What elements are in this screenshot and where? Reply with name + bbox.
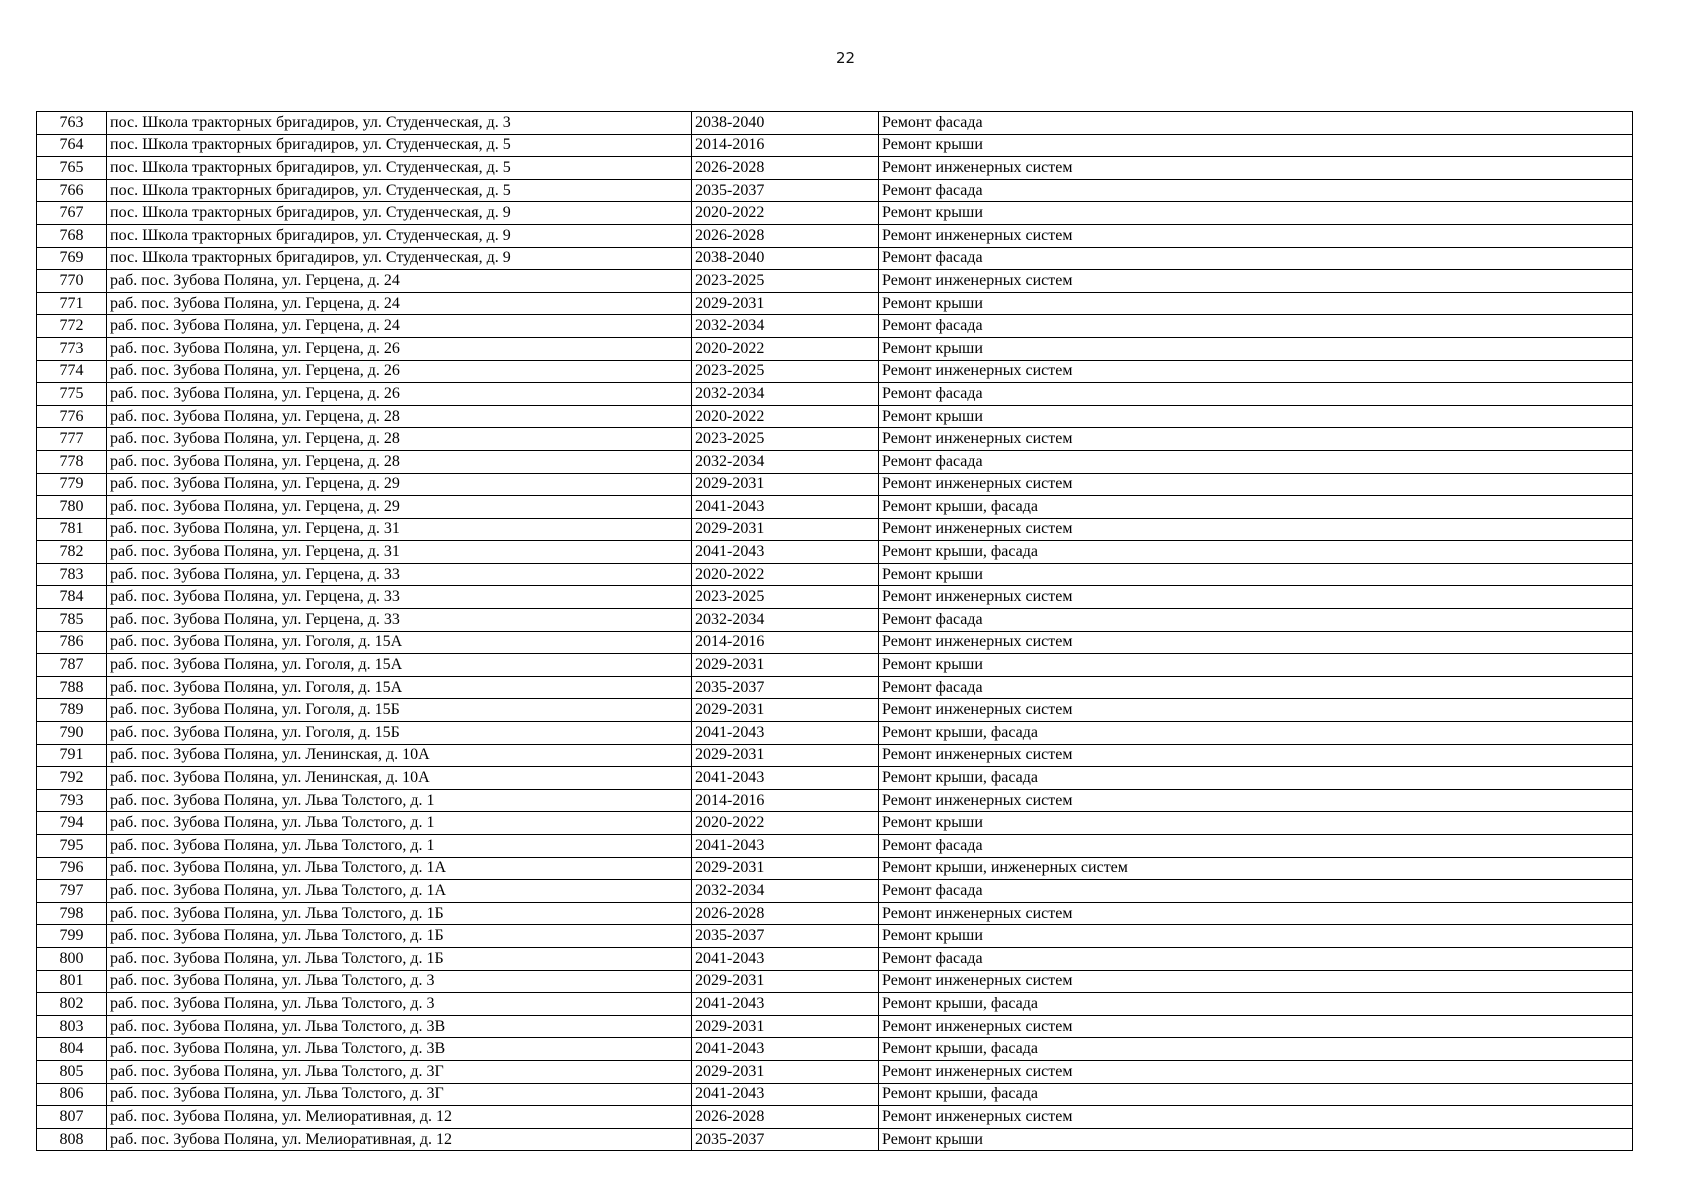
row-number-cell: 785 bbox=[37, 609, 107, 632]
period-cell: 2020-2022 bbox=[692, 563, 879, 586]
table-row bbox=[37, 1128, 1633, 1151]
work-type-cell: Ремонт крыши bbox=[879, 812, 1633, 835]
address-cell: раб. пос. Зубова Поляна, ул. Герцена, д. 26 bbox=[107, 337, 692, 360]
table-row bbox=[37, 134, 1633, 157]
row-number-cell: 795 bbox=[37, 835, 107, 858]
period-cell: 2026-2028 bbox=[692, 902, 879, 925]
work-type-cell: Ремонт крыши bbox=[879, 202, 1633, 225]
row-number-cell: 796 bbox=[37, 857, 107, 880]
table-row bbox=[37, 789, 1633, 812]
address-cell: пос. Школа тракторных бригадиров, ул. Студенческая, д. 9 bbox=[107, 247, 692, 270]
table-row bbox=[37, 1060, 1633, 1083]
table-row bbox=[37, 179, 1633, 202]
work-type-cell: Ремонт крыши, фасада bbox=[879, 767, 1633, 790]
work-type-cell: Ремонт фасада bbox=[879, 609, 1633, 632]
work-type-cell: Ремонт инженерных систем bbox=[879, 699, 1633, 722]
work-type-cell: Ремонт крыши, фасада bbox=[879, 541, 1633, 564]
table-row bbox=[37, 880, 1633, 903]
row-number-cell: 775 bbox=[37, 383, 107, 406]
table-row bbox=[37, 1015, 1633, 1038]
work-type-cell: Ремонт фасада bbox=[879, 947, 1633, 970]
table-row bbox=[37, 767, 1633, 790]
table-row bbox=[37, 247, 1633, 270]
period-cell: 2029-2031 bbox=[692, 744, 879, 767]
period-cell: 2029-2031 bbox=[692, 699, 879, 722]
address-cell: раб. пос. Зубова Поляна, ул. Ленинская, д. 10А bbox=[107, 767, 692, 790]
row-number-cell: 791 bbox=[37, 744, 107, 767]
address-cell: раб. пос. Зубова Поляна, ул. Герцена, д. 24 bbox=[107, 315, 692, 338]
work-type-cell: Ремонт крыши bbox=[879, 925, 1633, 948]
row-number-cell: 784 bbox=[37, 586, 107, 609]
row-number-cell: 779 bbox=[37, 473, 107, 496]
period-cell: 2020-2022 bbox=[692, 812, 879, 835]
address-cell: раб. пос. Зубова Поляна, ул. Льва Толстого, д. 1А bbox=[107, 880, 692, 903]
address-cell: раб. пос. Зубова Поляна, ул. Герцена, д. 29 bbox=[107, 473, 692, 496]
table-row bbox=[37, 360, 1633, 383]
work-type-cell: Ремонт крыши bbox=[879, 292, 1633, 315]
table-row bbox=[37, 202, 1633, 225]
work-type-cell: Ремонт инженерных систем bbox=[879, 270, 1633, 293]
work-type-cell: Ремонт крыши bbox=[879, 654, 1633, 677]
table-row bbox=[37, 518, 1633, 541]
row-number-cell: 805 bbox=[37, 1060, 107, 1083]
work-type-cell: Ремонт фасада bbox=[879, 247, 1633, 270]
work-type-cell: Ремонт крыши bbox=[879, 134, 1633, 157]
period-cell: 2041-2043 bbox=[692, 496, 879, 519]
row-number-cell: 801 bbox=[37, 970, 107, 993]
table-row bbox=[37, 112, 1633, 135]
row-number-cell: 771 bbox=[37, 292, 107, 315]
work-type-cell: Ремонт инженерных систем bbox=[879, 1015, 1633, 1038]
table-row bbox=[37, 473, 1633, 496]
address-cell: раб. пос. Зубова Поляна, ул. Льва Толстого, д. 3 bbox=[107, 970, 692, 993]
address-cell: раб. пос. Зубова Поляна, ул. Герцена, д. 28 bbox=[107, 428, 692, 451]
work-type-cell: Ремонт инженерных систем bbox=[879, 224, 1633, 247]
period-cell: 2041-2043 bbox=[692, 541, 879, 564]
row-number-cell: 802 bbox=[37, 993, 107, 1016]
row-number-cell: 797 bbox=[37, 880, 107, 903]
row-number-cell: 807 bbox=[37, 1106, 107, 1129]
work-type-cell: Ремонт крыши bbox=[879, 405, 1633, 428]
row-number-cell: 783 bbox=[37, 563, 107, 586]
table-row bbox=[37, 541, 1633, 564]
row-number-cell: 790 bbox=[37, 722, 107, 745]
row-number-cell: 772 bbox=[37, 315, 107, 338]
period-cell: 2041-2043 bbox=[692, 993, 879, 1016]
row-number-cell: 776 bbox=[37, 405, 107, 428]
table-row bbox=[37, 563, 1633, 586]
table-row bbox=[37, 405, 1633, 428]
row-number-cell: 781 bbox=[37, 518, 107, 541]
address-cell: раб. пос. Зубова Поляна, ул. Герцена, д. 26 bbox=[107, 360, 692, 383]
period-cell: 2014-2016 bbox=[692, 631, 879, 654]
table-row bbox=[37, 699, 1633, 722]
table-row bbox=[37, 993, 1633, 1016]
address-cell: раб. пос. Зубова Поляна, ул. Льва Толстого, д. 1 bbox=[107, 835, 692, 858]
address-cell: пос. Школа тракторных бригадиров, ул. Студенческая, д. 3 bbox=[107, 112, 692, 135]
table-row bbox=[37, 722, 1633, 745]
row-number-cell: 808 bbox=[37, 1128, 107, 1151]
address-cell: раб. пос. Зубова Поляна, ул. Льва Толстого, д. 1Б bbox=[107, 902, 692, 925]
address-cell: раб. пос. Зубова Поляна, ул. Герцена, д. 24 bbox=[107, 270, 692, 293]
period-cell: 2029-2031 bbox=[692, 1060, 879, 1083]
table-row bbox=[37, 224, 1633, 247]
address-cell: пос. Школа тракторных бригадиров, ул. Студенческая, д. 5 bbox=[107, 134, 692, 157]
period-cell: 2029-2031 bbox=[692, 518, 879, 541]
address-cell: раб. пос. Зубова Поляна, ул. Мелиоративная, д. 12 bbox=[107, 1128, 692, 1151]
work-type-cell: Ремонт инженерных систем bbox=[879, 744, 1633, 767]
table-row bbox=[37, 428, 1633, 451]
table-row bbox=[37, 337, 1633, 360]
row-number-cell: 763 bbox=[37, 112, 107, 135]
address-cell: раб. пос. Зубова Поляна, ул. Льва Толстого, д. 1 bbox=[107, 789, 692, 812]
address-cell: раб. пос. Зубова Поляна, ул. Льва Толстого, д. 1Б bbox=[107, 925, 692, 948]
table-row bbox=[37, 450, 1633, 473]
table-row bbox=[37, 676, 1633, 699]
address-cell: раб. пос. Зубова Поляна, ул. Льва Толстого, д. 3 bbox=[107, 993, 692, 1016]
work-type-cell: Ремонт инженерных систем bbox=[879, 970, 1633, 993]
period-cell: 2032-2034 bbox=[692, 450, 879, 473]
period-cell: 2029-2031 bbox=[692, 857, 879, 880]
work-type-cell: Ремонт крыши, фасада bbox=[879, 722, 1633, 745]
address-cell: раб. пос. Зубова Поляна, ул. Гоголя, д. 15А bbox=[107, 631, 692, 654]
table-row bbox=[37, 857, 1633, 880]
work-type-cell: Ремонт крыши, фасада bbox=[879, 993, 1633, 1016]
work-type-cell: Ремонт фасада bbox=[879, 450, 1633, 473]
address-cell: раб. пос. Зубова Поляна, ул. Льва Толстого, д. 1Б bbox=[107, 947, 692, 970]
row-number-cell: 803 bbox=[37, 1015, 107, 1038]
address-cell: пос. Школа тракторных бригадиров, ул. Студенческая, д. 9 bbox=[107, 202, 692, 225]
address-cell: пос. Школа тракторных бригадиров, ул. Студенческая, д. 5 bbox=[107, 157, 692, 180]
page-number: 22 bbox=[835, 49, 856, 67]
row-number-cell: 764 bbox=[37, 134, 107, 157]
work-type-cell: Ремонт инженерных систем bbox=[879, 1060, 1633, 1083]
table-row bbox=[37, 835, 1633, 858]
address-cell: раб. пос. Зубова Поляна, ул. Герцена, д. 33 bbox=[107, 586, 692, 609]
address-cell: раб. пос. Зубова Поляна, ул. Герцена, д. 31 bbox=[107, 518, 692, 541]
table-row bbox=[37, 654, 1633, 677]
period-cell: 2029-2031 bbox=[692, 473, 879, 496]
table-row bbox=[37, 270, 1633, 293]
row-number-cell: 786 bbox=[37, 631, 107, 654]
period-cell: 2026-2028 bbox=[692, 224, 879, 247]
row-number-cell: 794 bbox=[37, 812, 107, 835]
table-row bbox=[37, 383, 1633, 406]
row-number-cell: 792 bbox=[37, 767, 107, 790]
row-number-cell: 768 bbox=[37, 224, 107, 247]
work-type-cell: Ремонт фасада bbox=[879, 315, 1633, 338]
address-cell: пос. Школа тракторных бригадиров, ул. Студенческая, д. 5 bbox=[107, 179, 692, 202]
period-cell: 2038-2040 bbox=[692, 112, 879, 135]
work-type-cell: Ремонт крыши bbox=[879, 337, 1633, 360]
address-cell: раб. пос. Зубова Поляна, ул. Герцена, д. 31 bbox=[107, 541, 692, 564]
address-cell: раб. пос. Зубова Поляна, ул. Льва Толстого, д. 3Г bbox=[107, 1083, 692, 1106]
work-type-cell: Ремонт крыши bbox=[879, 1128, 1633, 1151]
work-type-cell: Ремонт инженерных систем bbox=[879, 631, 1633, 654]
table-row bbox=[37, 496, 1633, 519]
table-row bbox=[37, 925, 1633, 948]
row-number-cell: 774 bbox=[37, 360, 107, 383]
repair-schedule-table bbox=[36, 111, 1633, 1151]
row-number-cell: 766 bbox=[37, 179, 107, 202]
period-cell: 2029-2031 bbox=[692, 654, 879, 677]
table-row bbox=[37, 292, 1633, 315]
period-cell: 2014-2016 bbox=[692, 134, 879, 157]
period-cell: 2029-2031 bbox=[692, 970, 879, 993]
period-cell: 2041-2043 bbox=[692, 835, 879, 858]
address-cell: раб. пос. Зубова Поляна, ул. Герцена, д. 26 bbox=[107, 383, 692, 406]
work-type-cell: Ремонт инженерных систем bbox=[879, 789, 1633, 812]
address-cell: раб. пос. Зубова Поляна, ул. Герцена, д. 28 bbox=[107, 450, 692, 473]
table-body bbox=[37, 112, 1633, 1151]
table-row bbox=[37, 744, 1633, 767]
row-number-cell: 767 bbox=[37, 202, 107, 225]
period-cell: 2014-2016 bbox=[692, 789, 879, 812]
address-cell: раб. пос. Зубова Поляна, ул. Гоголя, д. 15А bbox=[107, 654, 692, 677]
period-cell: 2035-2037 bbox=[692, 676, 879, 699]
work-type-cell: Ремонт инженерных систем bbox=[879, 157, 1633, 180]
period-cell: 2038-2040 bbox=[692, 247, 879, 270]
address-cell: раб. пос. Зубова Поляна, ул. Герцена, д. 33 bbox=[107, 609, 692, 632]
table-row bbox=[37, 970, 1633, 993]
address-cell: раб. пос. Зубова Поляна, ул. Герцена, д. 29 bbox=[107, 496, 692, 519]
table-row bbox=[37, 1106, 1633, 1129]
work-type-cell: Ремонт фасада bbox=[879, 179, 1633, 202]
period-cell: 2041-2043 bbox=[692, 722, 879, 745]
row-number-cell: 787 bbox=[37, 654, 107, 677]
period-cell: 2032-2034 bbox=[692, 609, 879, 632]
table-row bbox=[37, 609, 1633, 632]
row-number-cell: 789 bbox=[37, 699, 107, 722]
work-type-cell: Ремонт крыши, фасада bbox=[879, 1083, 1633, 1106]
row-number-cell: 770 bbox=[37, 270, 107, 293]
address-cell: раб. пос. Зубова Поляна, ул. Льва Толстого, д. 3В bbox=[107, 1038, 692, 1061]
address-cell: раб. пос. Зубова Поляна, ул. Герцена, д. 24 bbox=[107, 292, 692, 315]
address-cell: раб. пос. Зубова Поляна, ул. Льва Толстого, д. 3В bbox=[107, 1015, 692, 1038]
row-number-cell: 777 bbox=[37, 428, 107, 451]
table-row bbox=[37, 902, 1633, 925]
address-cell: раб. пос. Зубова Поляна, ул. Герцена, д. 28 bbox=[107, 405, 692, 428]
work-type-cell: Ремонт инженерных систем bbox=[879, 428, 1633, 451]
period-cell: 2041-2043 bbox=[692, 1038, 879, 1061]
address-cell: раб. пос. Зубова Поляна, ул. Гоголя, д. 15А bbox=[107, 676, 692, 699]
table-row bbox=[37, 1038, 1633, 1061]
period-cell: 2020-2022 bbox=[692, 337, 879, 360]
period-cell: 2029-2031 bbox=[692, 1015, 879, 1038]
row-number-cell: 773 bbox=[37, 337, 107, 360]
period-cell: 2020-2022 bbox=[692, 202, 879, 225]
row-number-cell: 806 bbox=[37, 1083, 107, 1106]
period-cell: 2029-2031 bbox=[692, 292, 879, 315]
period-cell: 2020-2022 bbox=[692, 405, 879, 428]
row-number-cell: 798 bbox=[37, 902, 107, 925]
row-number-cell: 800 bbox=[37, 947, 107, 970]
row-number-cell: 788 bbox=[37, 676, 107, 699]
table-row bbox=[37, 812, 1633, 835]
period-cell: 2026-2028 bbox=[692, 157, 879, 180]
period-cell: 2041-2043 bbox=[692, 947, 879, 970]
period-cell: 2032-2034 bbox=[692, 383, 879, 406]
address-cell: пос. Школа тракторных бригадиров, ул. Студенческая, д. 9 bbox=[107, 224, 692, 247]
table-row bbox=[37, 1083, 1633, 1106]
work-type-cell: Ремонт крыши, фасада bbox=[879, 1038, 1633, 1061]
work-type-cell: Ремонт крыши bbox=[879, 563, 1633, 586]
work-type-cell: Ремонт инженерных систем bbox=[879, 586, 1633, 609]
address-cell: раб. пос. Зубова Поляна, ул. Льва Толстого, д. 1 bbox=[107, 812, 692, 835]
address-cell: раб. пос. Зубова Поляна, ул. Льва Толстого, д. 3Г bbox=[107, 1060, 692, 1083]
address-cell: раб. пос. Зубова Поляна, ул. Герцена, д. 33 bbox=[107, 563, 692, 586]
period-cell: 2023-2025 bbox=[692, 428, 879, 451]
row-number-cell: 799 bbox=[37, 925, 107, 948]
period-cell: 2023-2025 bbox=[692, 360, 879, 383]
period-cell: 2041-2043 bbox=[692, 1083, 879, 1106]
row-number-cell: 793 bbox=[37, 789, 107, 812]
row-number-cell: 778 bbox=[37, 450, 107, 473]
work-type-cell: Ремонт фасада bbox=[879, 835, 1633, 858]
period-cell: 2023-2025 bbox=[692, 586, 879, 609]
work-type-cell: Ремонт крыши, фасада bbox=[879, 496, 1633, 519]
address-cell: раб. пос. Зубова Поляна, ул. Гоголя, д. 15Б bbox=[107, 722, 692, 745]
period-cell: 2035-2037 bbox=[692, 179, 879, 202]
row-number-cell: 780 bbox=[37, 496, 107, 519]
table-row bbox=[37, 586, 1633, 609]
work-type-cell: Ремонт инженерных систем bbox=[879, 902, 1633, 925]
period-cell: 2035-2037 bbox=[692, 1128, 879, 1151]
address-cell: раб. пос. Зубова Поляна, ул. Гоголя, д. 15Б bbox=[107, 699, 692, 722]
work-type-cell: Ремонт инженерных систем bbox=[879, 473, 1633, 496]
work-type-cell: Ремонт фасада bbox=[879, 676, 1633, 699]
work-type-cell: Ремонт фасада bbox=[879, 383, 1633, 406]
table-row bbox=[37, 315, 1633, 338]
period-cell: 2032-2034 bbox=[692, 315, 879, 338]
row-number-cell: 804 bbox=[37, 1038, 107, 1061]
row-number-cell: 769 bbox=[37, 247, 107, 270]
period-cell: 2041-2043 bbox=[692, 767, 879, 790]
table-row bbox=[37, 631, 1633, 654]
work-type-cell: Ремонт инженерных систем bbox=[879, 518, 1633, 541]
row-number-cell: 765 bbox=[37, 157, 107, 180]
period-cell: 2035-2037 bbox=[692, 925, 879, 948]
work-type-cell: Ремонт фасада bbox=[879, 880, 1633, 903]
address-cell: раб. пос. Зубова Поляна, ул. Льва Толстого, д. 1А bbox=[107, 857, 692, 880]
row-number-cell: 782 bbox=[37, 541, 107, 564]
address-cell: раб. пос. Зубова Поляна, ул. Мелиоративная, д. 12 bbox=[107, 1106, 692, 1129]
work-type-cell: Ремонт фасада bbox=[879, 112, 1633, 135]
work-type-cell: Ремонт инженерных систем bbox=[879, 360, 1633, 383]
work-type-cell: Ремонт инженерных систем bbox=[879, 1106, 1633, 1129]
period-cell: 2026-2028 bbox=[692, 1106, 879, 1129]
address-cell: раб. пос. Зубова Поляна, ул. Ленинская, д. 10А bbox=[107, 744, 692, 767]
period-cell: 2032-2034 bbox=[692, 880, 879, 903]
period-cell: 2023-2025 bbox=[692, 270, 879, 293]
work-type-cell: Ремонт крыши, инженерных систем bbox=[879, 857, 1633, 880]
table-row bbox=[37, 947, 1633, 970]
table-row bbox=[37, 157, 1633, 180]
